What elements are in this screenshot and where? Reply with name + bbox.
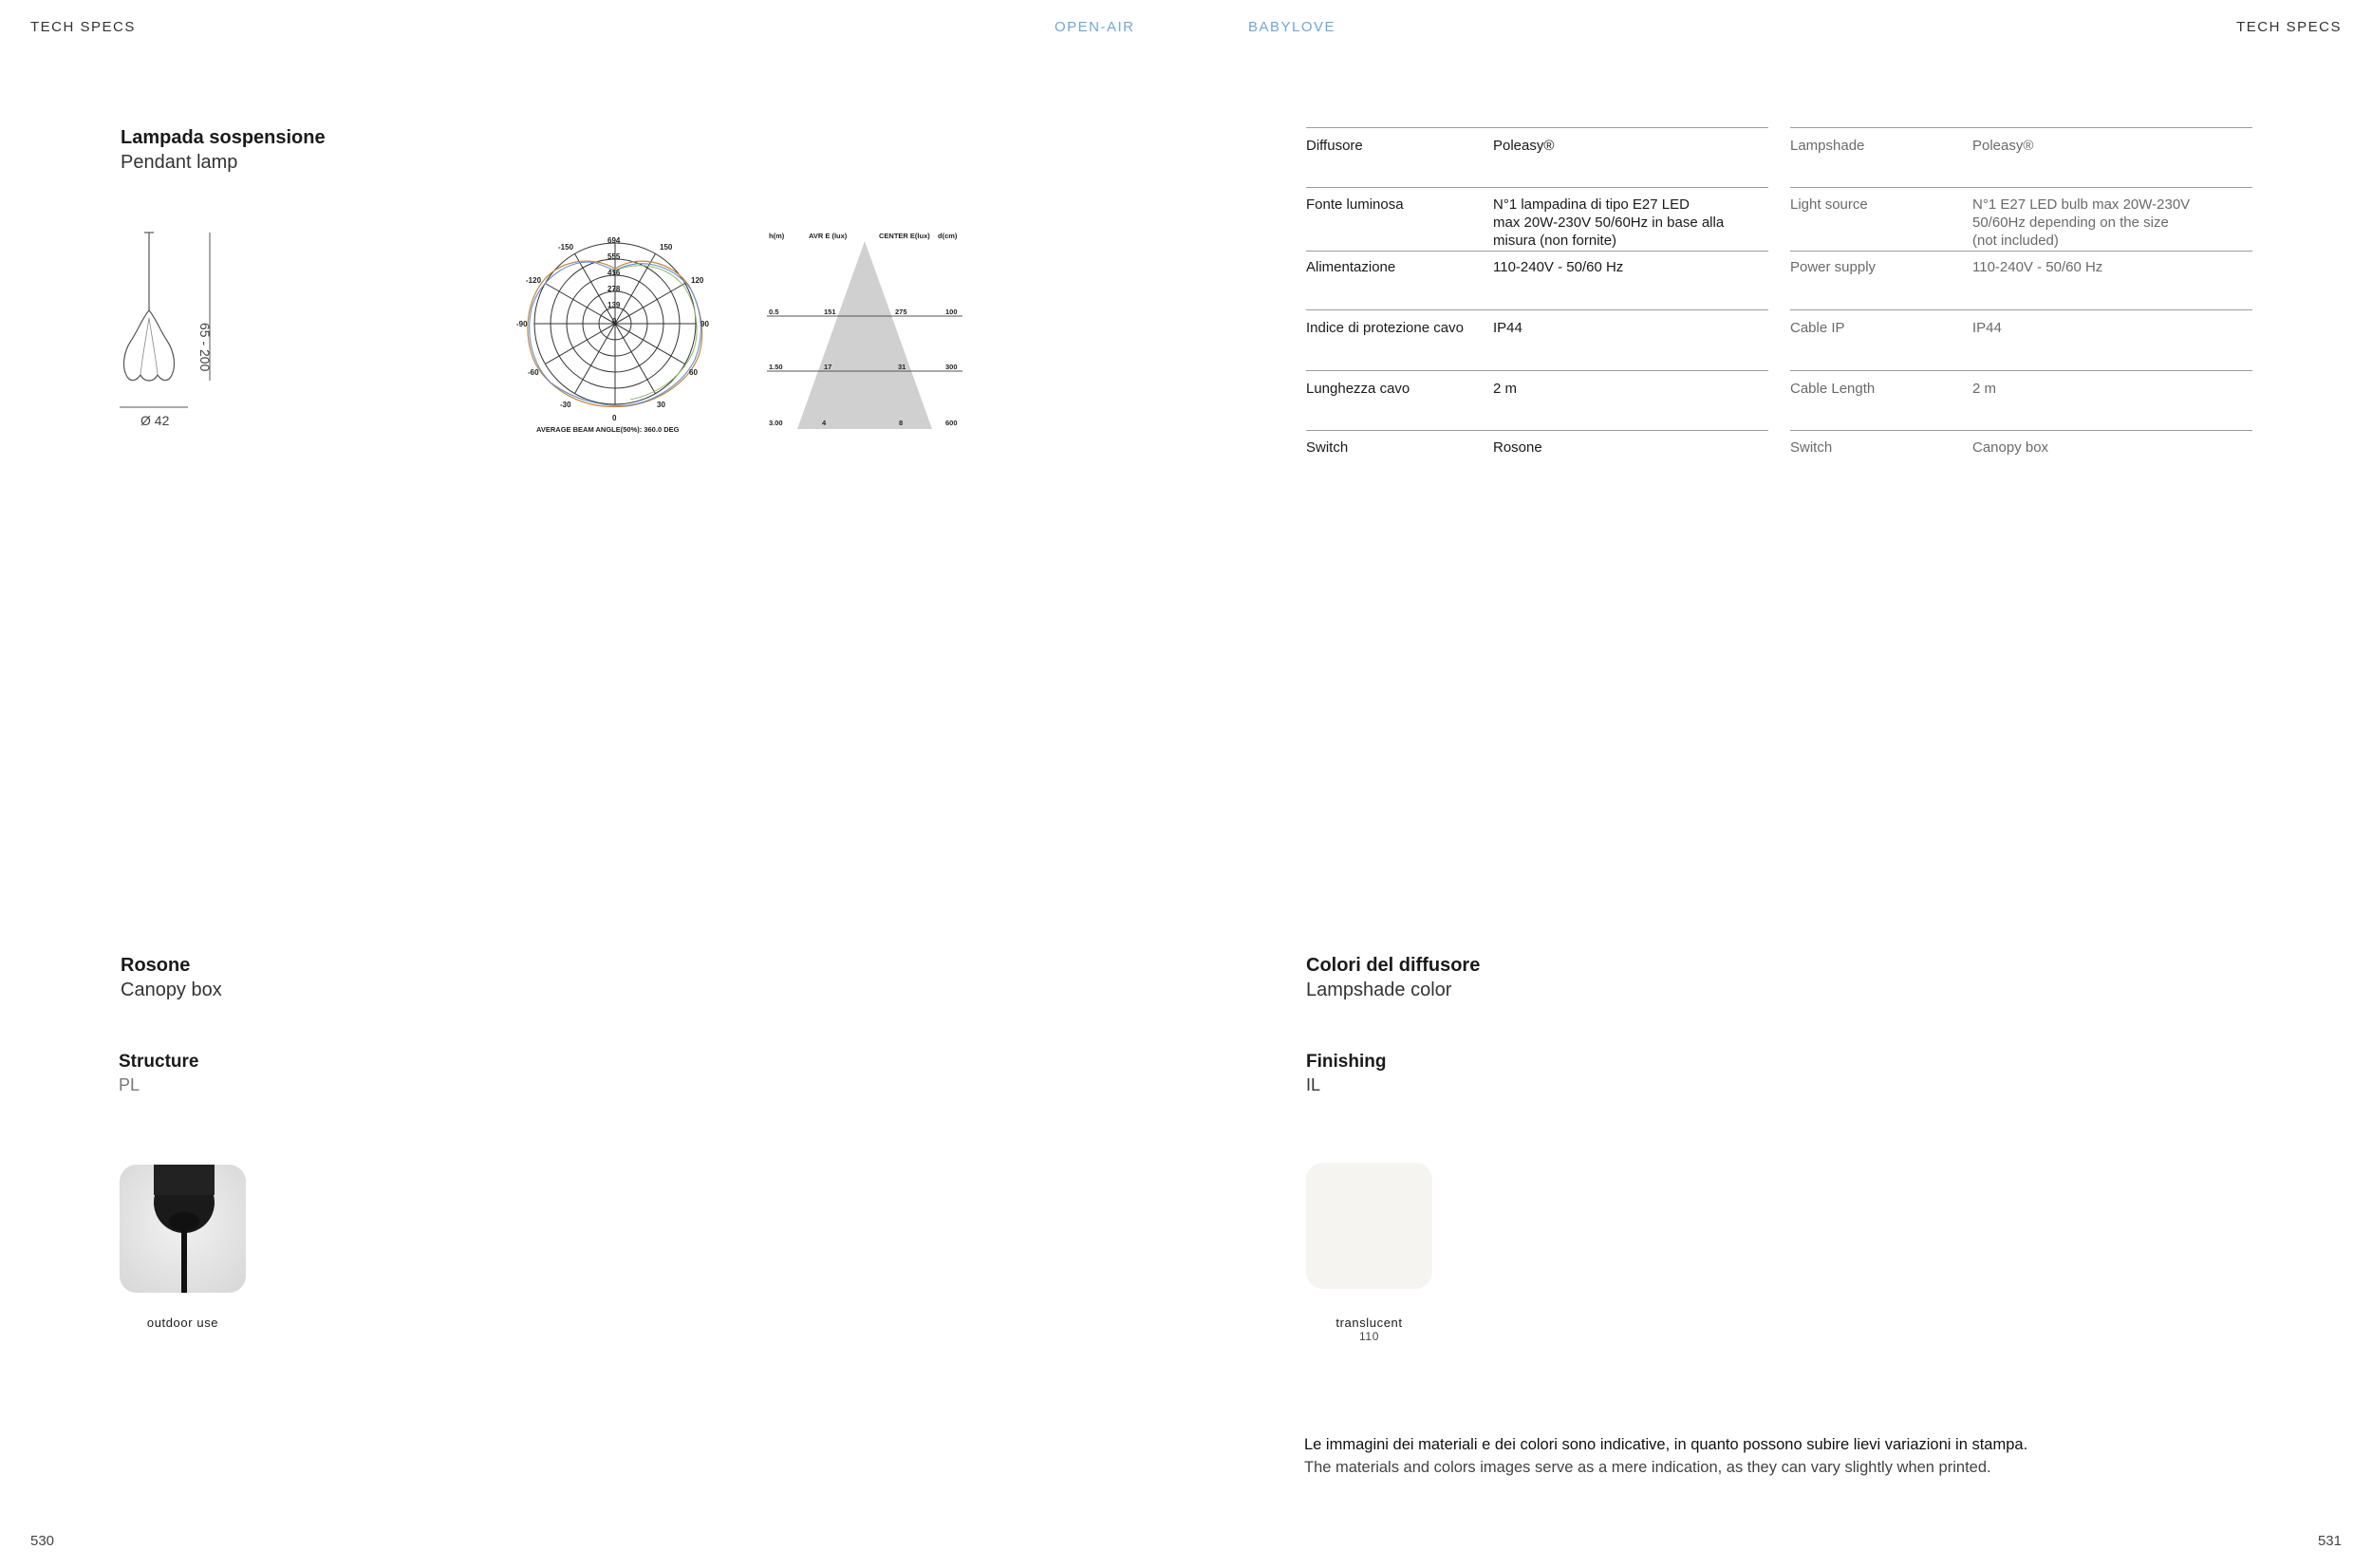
spec-label-power-supply: Power supply: [1790, 259, 1877, 275]
cone-cell: 151: [824, 308, 836, 316]
polar-intensity-label: 555: [607, 252, 621, 261]
spec-rule: [1306, 187, 1768, 188]
cone-cell: 0.5: [769, 308, 779, 316]
polar-angle-label: -30: [560, 401, 571, 409]
polar-angle-label: 60: [689, 368, 698, 377]
spec-value-cable-length-en: 2 m: [1972, 381, 1997, 397]
spec-value-lampshade: Poleasy®: [1972, 138, 2034, 154]
illuminance-cone-chart: [765, 228, 964, 437]
spec-label-switch: Switch: [1306, 439, 1349, 456]
header-category-link[interactable]: OPEN-AIR: [1055, 19, 1135, 35]
header-product-link[interactable]: BABYLOVE: [1248, 19, 1336, 35]
polar-angle-label: -90: [516, 320, 528, 328]
polar-angle-label: 120: [691, 276, 704, 285]
spec-value-power-supply: 110-240V - 50/60 Hz: [1972, 259, 2103, 275]
spec-value-light-source-line2: max 20W-230V 50/60Hz in base alla: [1493, 215, 1725, 231]
cone-header: AVR E (lux): [809, 232, 848, 240]
finishing-label: Finishing: [1306, 1052, 1387, 1072]
cone-cell: 17: [824, 363, 832, 371]
canopy-swatch-image[interactable]: [120, 1165, 246, 1293]
canopy-swatch-caption: outdoor use: [146, 1316, 219, 1330]
spec-rule: [1790, 187, 2252, 188]
canopy-title-en: Canopy box: [121, 980, 222, 1000]
spec-rule: [1790, 370, 2252, 371]
spec-label-switch-en: Switch: [1790, 439, 1833, 456]
spec-value-power: 110-240V - 50/60 Hz: [1493, 259, 1624, 275]
header-right: TECH SPECS: [2236, 19, 2342, 35]
lampshade-color-title-en: Lampshade color: [1306, 980, 1452, 1000]
spec-value-light-source-line3: misura (non fornite): [1493, 233, 1617, 249]
lamp-drawing: [114, 223, 247, 432]
lampshade-color-title-it: Colori del diffusore: [1306, 955, 1481, 976]
polar-intensity-label: 0: [612, 317, 617, 326]
spec-value-cable-length: 2 m: [1493, 381, 1518, 397]
polar-light-distribution-chart: [513, 233, 721, 441]
polar-intensity-label: 278: [607, 285, 621, 293]
spec-label-cable-length: Lunghezza cavo: [1306, 381, 1410, 397]
polar-angle-label: 90: [700, 320, 709, 328]
canopy-photo: [120, 1165, 246, 1293]
header-left: TECH SPECS: [30, 19, 136, 35]
structure-label: Structure: [119, 1052, 199, 1072]
spec-rule: [1790, 127, 2252, 128]
polar-intensity-label: 139: [607, 301, 621, 309]
cone-cell: 300: [945, 363, 958, 371]
polar-angle-label: -60: [528, 368, 539, 377]
cone-cell: 8: [899, 419, 904, 427]
spec-value-light-source-line1: N°1 lampadina di tipo E27 LED: [1493, 196, 1690, 213]
spec-rule: [1790, 430, 2252, 431]
cone-cell: 100: [945, 308, 958, 316]
spec-rule: [1306, 370, 1768, 371]
cone-header: CENTER E(lux): [879, 232, 930, 240]
cone-cell: 4: [822, 419, 827, 427]
spec-value-light-source-en-line2: 50/60Hz depending on the size: [1972, 215, 2169, 231]
spec-label-power: Alimentazione: [1306, 259, 1396, 275]
spec-value-switch: Rosone: [1493, 439, 1542, 456]
page-number-left: 530: [30, 1533, 55, 1549]
spec-label-diffuser: Diffusore: [1306, 138, 1363, 154]
spec-label-cable-ip-en: Cable IP: [1790, 320, 1845, 336]
structure-code: PL: [119, 1075, 140, 1094]
spec-rule: [1790, 251, 2252, 252]
spec-value-light-source-en-line3: (not included): [1972, 233, 2059, 249]
swatch-name: translucent: [1335, 1316, 1403, 1330]
polar-angle-label: 0: [612, 414, 617, 422]
spec-label-cable-length-en: Cable Length: [1790, 381, 1876, 397]
spec-value-cable-ip-en: IP44: [1972, 320, 2002, 336]
cone-cell: 1.50: [769, 363, 783, 371]
swatch-code: 110: [1359, 1330, 1379, 1343]
spec-rule: [1306, 127, 1768, 128]
spec-rule: [1306, 430, 1768, 431]
diameter-dimension: Ø 42: [140, 413, 170, 428]
polar-angle-label: 150: [660, 243, 673, 252]
translucent-color-swatch[interactable]: [1306, 1163, 1432, 1289]
polar-angle-label: -120: [526, 276, 542, 285]
cone-header: d(cm): [938, 232, 958, 240]
finishing-code: IL: [1306, 1075, 1321, 1094]
spec-value-diffuser: Poleasy®: [1493, 138, 1555, 154]
canopy-title-it: Rosone: [121, 955, 191, 976]
height-dimension: 65 - 200: [197, 323, 213, 372]
product-title-en: Pendant lamp: [121, 152, 238, 173]
spec-rule: [1790, 309, 2252, 310]
polar-intensity-label: 416: [607, 269, 621, 277]
spec-label-light-source-en: Light source: [1790, 196, 1868, 213]
polar-intensity-label: 694: [607, 236, 621, 245]
spec-value-cable-ip: IP44: [1493, 320, 1522, 336]
spec-value-light-source-en-line1: N°1 E27 LED bulb max 20W-230V: [1972, 196, 2191, 213]
spec-rule: [1306, 251, 1768, 252]
polar-angle-label: 30: [657, 401, 665, 409]
spec-label-cable-ip: Indice di protezione cavo: [1306, 320, 1464, 336]
cone-cell: 275: [895, 308, 907, 316]
spec-label-lampshade: Lampshade: [1790, 138, 1865, 154]
polar-caption: AVERAGE BEAM ANGLE(50%): 360.0 DEG: [536, 425, 680, 434]
disclaimer-it: Le immagini dei materiali e dei colori sono indicative, in quanto possono subire lievi variazioni in stampa.: [1304, 1436, 2028, 1453]
cone-cell: 31: [898, 363, 906, 371]
spec-rule: [1306, 309, 1768, 310]
spec-value-switch-en: Canopy box: [1972, 439, 2049, 456]
spec-label-light-source: Fonte luminosa: [1306, 196, 1404, 213]
cone-header: h(m): [769, 232, 785, 240]
cone-cell: 3.00: [769, 419, 783, 427]
disclaimer-en: The materials and colors images serve as a mere indication, as they can vary slightly when printed.: [1304, 1459, 1991, 1476]
page-number-right: 531: [2317, 1533, 2342, 1549]
cone-cell: 600: [945, 419, 958, 427]
polar-angle-label: -150: [558, 243, 574, 252]
product-title-it: Lampada sospensione: [121, 127, 326, 148]
